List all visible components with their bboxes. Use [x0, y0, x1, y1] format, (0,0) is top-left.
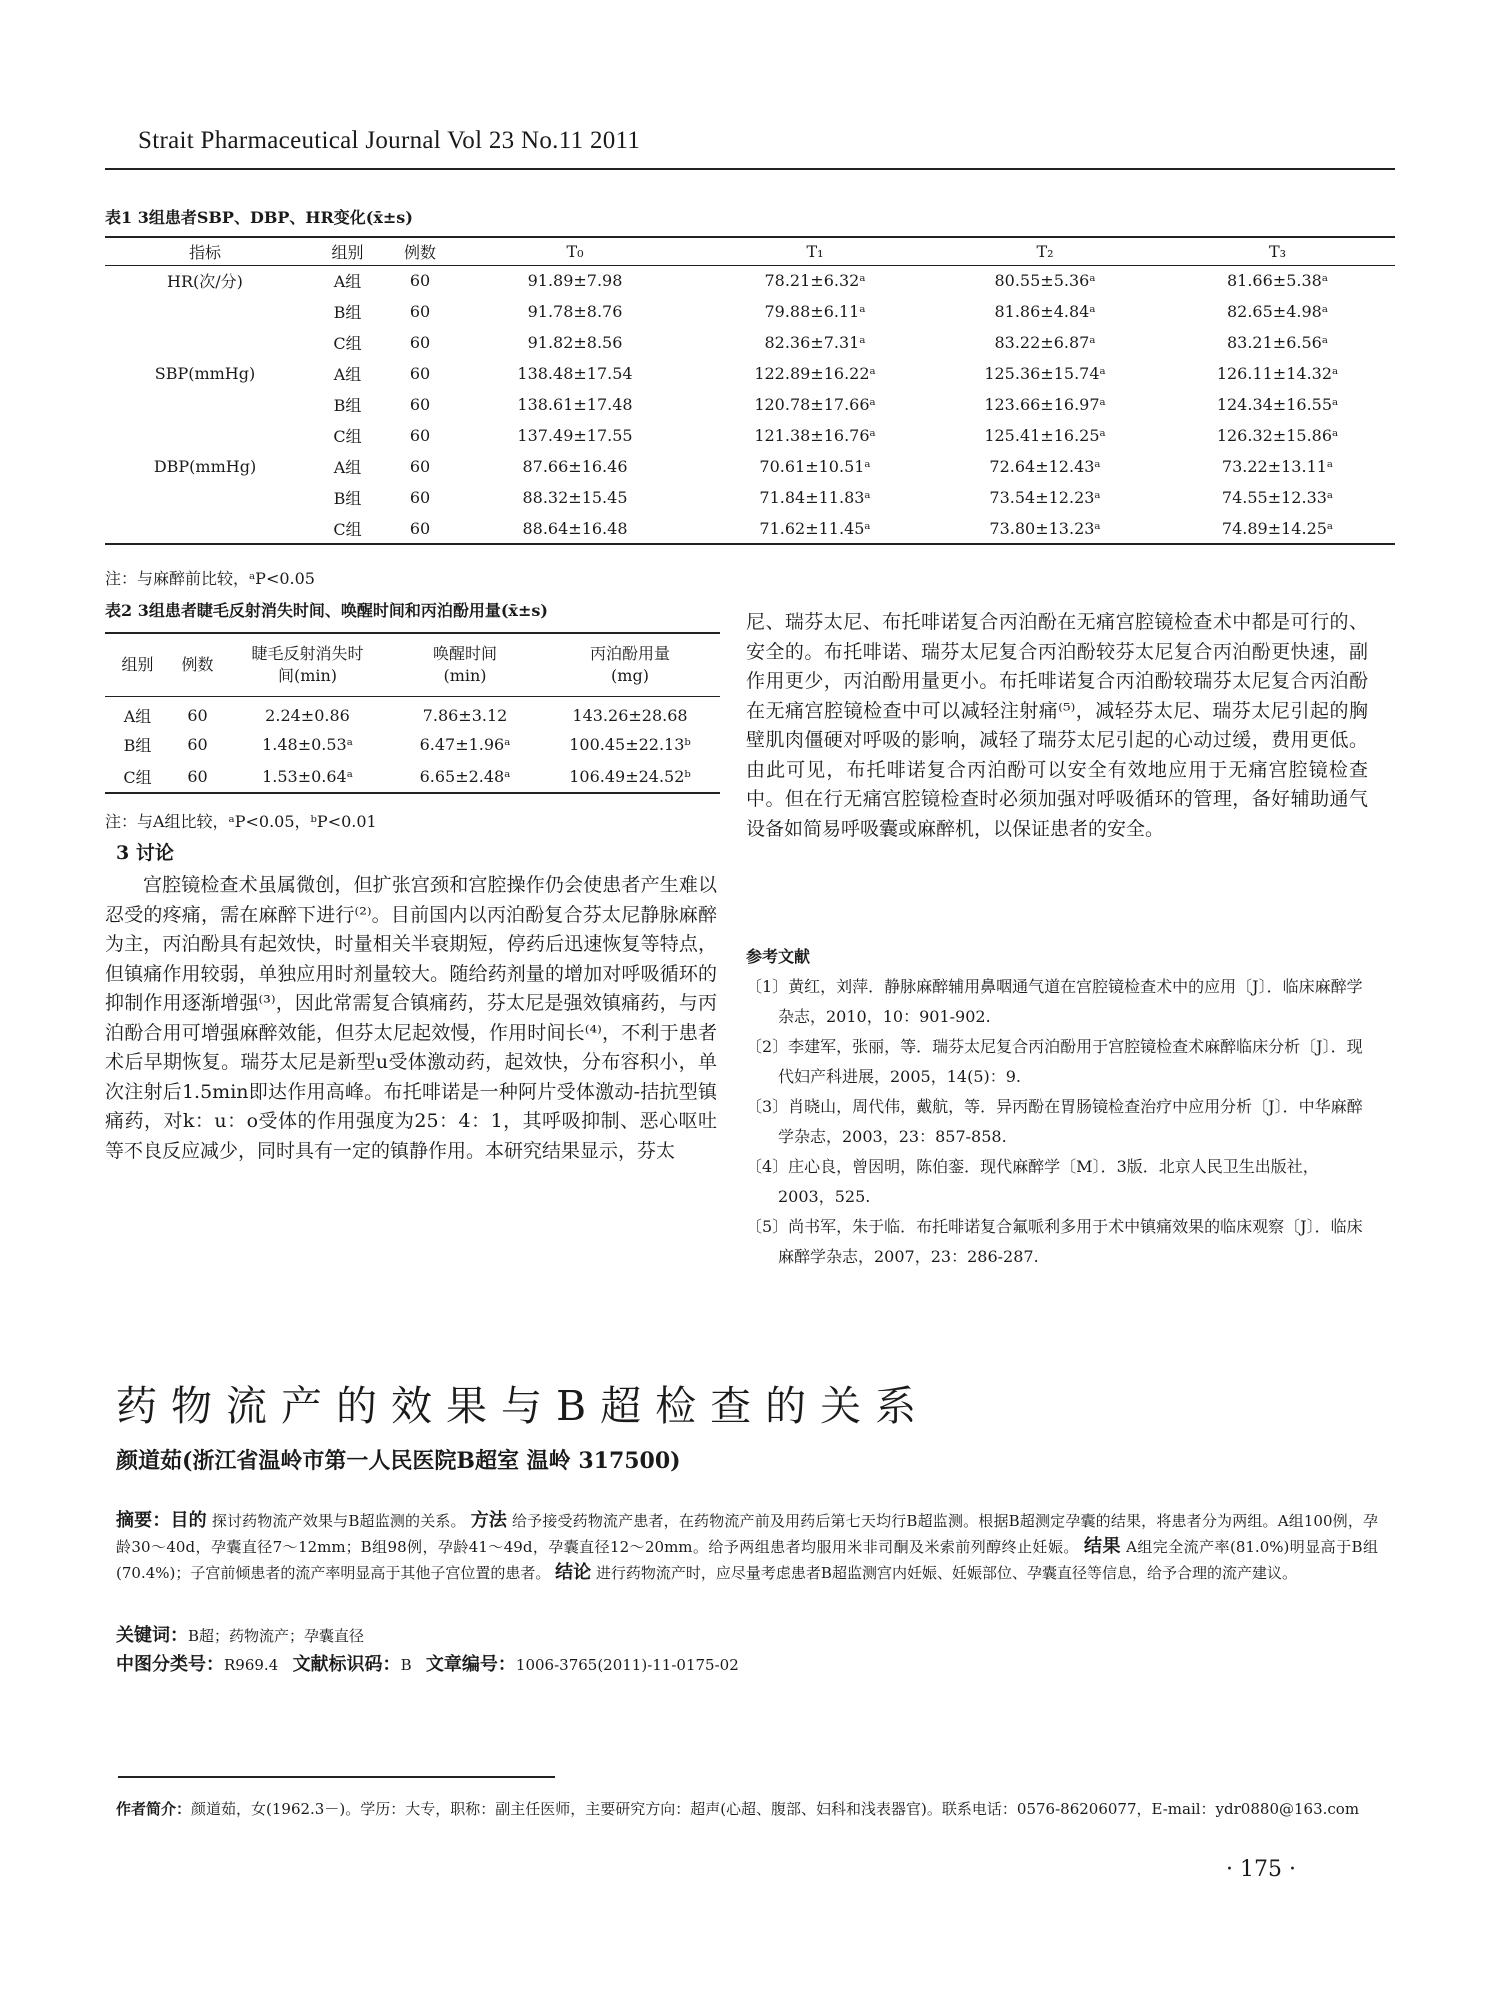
clc-label: 中图分类号：	[116, 1654, 224, 1675]
table2-cell: 6.65±2.48ᵃ	[390, 761, 540, 793]
table1-cell: 60	[409, 271, 431, 291]
table1-cell: 60	[409, 488, 431, 507]
table2-cell: 1.48±0.53ᵃ	[262, 735, 353, 754]
reference-item: 〔1〕黄红，刘萍．静脉麻醉辅用鼻咽通气道在宫腔镜检查术中的应用〔J〕．临床麻醉学杂志，2010，10：901-902.	[746, 977, 1363, 1026]
table1-cell: 87.66±16.46	[522, 457, 628, 476]
table1-cell: 124.34±16.55ᵃ	[1216, 395, 1339, 414]
table2-header-cell: 例数	[170, 633, 225, 697]
table1-cell: 88.32±15.45	[522, 488, 628, 507]
clc-value: R969.4	[224, 1656, 279, 1674]
section-heading: 3 讨论	[116, 842, 174, 864]
table2-cell: 2.24±0.86	[265, 706, 350, 726]
table2-caption: 表2 3组患者睫毛反射消失时间、唤醒时间和丙泊酚用量(x̄±s)	[105, 601, 548, 620]
table1-cell: 72.64±12.43ᵃ	[989, 457, 1101, 476]
table1-header-cell: T₃	[1160, 237, 1395, 265]
table2-cell: 1.53±0.64ᵃ	[225, 761, 390, 793]
table2	[105, 632, 720, 794]
table2-cell: A组	[123, 707, 152, 727]
table2-header-cell: 唤醒时间(min)	[390, 633, 540, 697]
table1-cell: 71.84±11.83ᵃ	[759, 488, 871, 507]
table1-row	[105, 265, 1395, 296]
table2-cell: 7.86±3.12	[422, 706, 508, 726]
table1-row	[105, 389, 1395, 420]
table2-cell: 106.49±24.52ᵇ	[540, 761, 720, 793]
reference-item: 〔5〕尚书军，朱于临．布托啡诺复合氟哌利多用于术中镇痛效果的临床观察〔J〕．临床麻醉学杂志，2007，23：286-287.	[746, 1217, 1363, 1266]
table1-cell: 82.36±7.31ᵃ	[764, 333, 866, 352]
table1-cell: 70.61±10.51ᵃ	[759, 457, 871, 476]
references-list	[746, 972, 1372, 1272]
table1-cell: 60	[409, 426, 431, 445]
table2-header-cell: 丙泊酚用量(mg)	[540, 633, 720, 697]
keywords-label: 关键词：	[116, 1625, 188, 1646]
table1-header-cell: 例数	[390, 237, 450, 265]
table1-cell: 78.21±6.32ᵃ	[764, 271, 866, 291]
conclusion-label: 结论	[555, 1562, 592, 1583]
method-text: 给予接受药物流产患者，在药物流产前及用药后第七天均行B超监测。根据B超测定孕囊的结果，将患者分为两组。A组100例，孕龄30～40d，孕囊直径7～12mm；B组98例，孕龄41～49d，孕囊直径12～20mm。给予两组患者均服用米非司酮及米索前列醇终止妊娠。	[116, 1512, 1379, 1556]
table1-cell: A组	[333, 272, 362, 292]
table1-cell: 60	[390, 513, 450, 544]
table1-cell: 121.38±16.76ᵃ	[754, 426, 876, 445]
table1-header-cell: 指标	[105, 237, 305, 265]
author-footnote	[116, 1795, 1378, 1823]
table1-cell: 91.82±8.56	[527, 333, 623, 352]
table1-cell: 60	[409, 395, 431, 414]
table1-cell: 120.78±17.66ᵃ	[754, 395, 876, 414]
table1-row	[105, 451, 1395, 482]
table1-cell: 73.80±13.23ᵃ	[930, 513, 1160, 544]
table2-cell: 6.47±1.96ᵃ	[419, 735, 511, 754]
table1-cell: 83.22±6.87ᵃ	[994, 333, 1096, 352]
abstract	[116, 1508, 1378, 1586]
result-text: A组完全流产率(81.0%)明显高于B组(70.4%)；子宫前倾患者的流产率明显高于其他子宫位置的患者。	[116, 1538, 1378, 1582]
classification-line	[116, 1650, 739, 1676]
table1-row	[105, 358, 1395, 389]
abstract-label: 摘要：	[116, 1510, 171, 1531]
table1-row	[105, 420, 1395, 451]
table1-cell: 60	[409, 333, 431, 352]
table1-cell: B组	[333, 303, 362, 322]
table1-cell: 82.65±4.98ᵃ	[1226, 302, 1328, 321]
table1-cell	[105, 389, 305, 420]
table1-cell: 125.36±15.74ᵃ	[984, 364, 1106, 383]
table1-cell: 60	[409, 302, 431, 321]
table2-note: 注：与A组比较，ᵃP<0.05，ᵇP<0.01	[105, 812, 377, 831]
page-number: · 175 ·	[1226, 1857, 1296, 1882]
article-number-label: 文章编号：	[425, 1654, 516, 1675]
table1-cell: C组	[305, 513, 390, 544]
table1-cell: 88.64±16.48	[450, 513, 700, 544]
doc-code-label: 文献标识码：	[292, 1654, 401, 1675]
table1-cell	[105, 482, 305, 513]
table1-note: 注：与麻醉前比较，ᵃP<0.05	[105, 569, 315, 588]
table1-cell	[105, 513, 305, 544]
table1-row	[105, 327, 1395, 358]
table1-cell: SBP(mmHg)	[154, 364, 256, 383]
table1-cell: 125.41±16.25ᵃ	[984, 426, 1106, 445]
method-label: 方法	[470, 1510, 508, 1531]
table1-cell	[105, 296, 305, 327]
table1-row	[105, 296, 1395, 327]
table1	[105, 236, 1395, 545]
table2-cell: 60	[187, 706, 208, 726]
table1-cell: B组	[333, 396, 362, 415]
table1-cell: 138.61±17.48	[517, 395, 633, 414]
table2-cell: C组	[105, 761, 170, 793]
table1-cell: 122.89±16.22ᵃ	[754, 364, 876, 383]
table1-cell: 60	[409, 364, 431, 383]
table1-cell: C组	[333, 334, 362, 353]
keywords	[116, 1621, 364, 1647]
table1-cell: 126.11±14.32ᵃ	[1216, 364, 1339, 383]
keywords-text: B超；药物流产；孕囊直径	[188, 1627, 365, 1645]
table2-row	[105, 729, 720, 761]
conclusion-text: 进行药物流产时，应尽量考虑患者B超监测宫内妊娠、妊娠部位、孕囊直径等信息，给予合理的流产建议。	[595, 1564, 1297, 1582]
reference-item: 〔4〕庄心良，曾因明，陈伯銮．现代麻醉学〔M〕．3版．北京人民卫生出版社，2003，525.	[746, 1157, 1319, 1206]
table1-cell: 138.48±17.54	[517, 364, 633, 383]
table1-header-cell: 组别	[305, 237, 390, 265]
table2-cell: 60	[170, 761, 225, 793]
table1-cell: 81.66±5.38ᵃ	[1226, 271, 1328, 291]
table2-cell: B组	[123, 736, 152, 755]
table1-cell: 74.89±14.25ᵃ	[1160, 513, 1395, 544]
table1-cell: 74.55±12.33ᵃ	[1221, 488, 1334, 507]
header-rule	[105, 168, 1395, 170]
objective-label: 目的	[170, 1510, 207, 1531]
table1-cell	[105, 420, 305, 451]
table1-cell: 83.21±6.56ᵃ	[1226, 333, 1328, 352]
table1-caption: 表1 3组患者SBP、DBP、HR变化(x̄±s)	[105, 208, 413, 227]
table1-cell: 71.62±11.45ᵃ	[700, 513, 930, 544]
table1-header-cell: T₀	[450, 237, 700, 265]
table2-cell: 143.26±28.68	[572, 706, 688, 726]
article-title: 药物流产的效果与B超检查的关系	[116, 1382, 931, 1430]
table1-cell: 81.86±4.84ᵃ	[994, 302, 1096, 321]
article-author: 颜道茹(浙江省温岭市第一人民医院B超室 温岭 317500)	[116, 1448, 681, 1474]
table1-row	[105, 482, 1395, 513]
table1-cell: DBP(mmHg)	[153, 457, 257, 476]
table1-cell: 91.89±7.98	[527, 271, 623, 291]
table2-header-cell: 组别	[105, 633, 170, 697]
footnote-text: 颜道茹，女(1962.3－)。学历：大专，职称：副主任医师，主要研究方向：超声(心超、腹部、妇科和浅表器官)。联系电话：0576-86206077，E-mail：ydr0880@163.com	[191, 1800, 1360, 1818]
journal-header: Strait Pharmaceutical Journal Vol 23 No.11 2011	[138, 127, 641, 154]
table1-cell: 123.66±16.97ᵃ	[984, 395, 1106, 414]
table2-row	[105, 761, 720, 793]
table1-cell: 91.78±8.76	[527, 302, 623, 321]
table1-cell: HR(次/分)	[167, 272, 243, 292]
table1-cell: A组	[333, 365, 362, 384]
table1-cell: 79.88±6.11ᵃ	[764, 302, 866, 321]
footnote-label: 作者简介：	[116, 1800, 192, 1818]
doc-code-value: B	[400, 1656, 412, 1674]
reference-item: 〔3〕肖晓山，周代伟，戴航，等．异丙酚在胃肠镜检查治疗中应用分析〔J〕．中华麻醉学杂志，2003，23：857-858.	[746, 1097, 1363, 1146]
table1-header-cell: T₁	[700, 237, 930, 265]
footnote-rule	[118, 1776, 555, 1778]
table2-cell: 60	[187, 735, 208, 754]
discussion-paragraph-1: 宫腔镜检查术虽属微创，但扩张宫颈和宫腔操作仍会使患者产生难以忍受的疼痛，需在麻醉下进行⁽²⁾。目前国内以丙泊酚复合芬太尼静脉麻醉为主，丙泊酚具有起效快，时量相关半衰期短，停药后迅速恢复等特点，但镇痛作用较弱，单独应用时剂量较大。随给药剂量的增加对呼吸循环的抑制作用逐渐增强⁽³⁾，因此常需复合镇痛药，芬太尼是强效镇痛药，与丙泊酚合用可增强麻醉效能，但芬太尼起效慢，作用时间长⁽⁴⁾，不利于患者术后早期恢复。瑞芬太尼是新型u受体激动药，起效快，分布容积小，单次注射后1.5min即达作用高峰。布托啡诺是一种阿片受体激动-拮抗型镇痛药，对k：u：o受体的作用强度为25：4：1，其呼吸抑制、恶心呕吐等不良反应减少，同时具有一定的镇静作用。本研究结果显示，芬太	[105, 874, 717, 1162]
table1-cell	[105, 327, 305, 358]
table1-cell: 137.49±17.55	[517, 426, 633, 445]
table1-cell: B组	[333, 489, 362, 508]
table2-row	[105, 697, 720, 729]
table1-row	[105, 513, 1395, 544]
table1-cell: C组	[333, 427, 362, 446]
table1-header-row	[105, 237, 1395, 265]
article-number-value: 1006-3765(2011)-11-0175-02	[515, 1656, 739, 1674]
result-label: 结果	[1084, 1536, 1121, 1557]
table1-cell: A组	[333, 458, 362, 477]
table2-header-cell: 睫毛反射消失时间(min)	[225, 633, 390, 697]
objective-text: 探讨药物流产效果与B超监测的关系。	[211, 1512, 466, 1530]
table1-cell: 126.32±15.86ᵃ	[1216, 426, 1339, 445]
table1-header-cell: T₂	[930, 237, 1160, 265]
table1-cell: 73.54±12.23ᵃ	[989, 488, 1101, 507]
table2-cell: 100.45±22.13ᵇ	[569, 735, 691, 754]
table1-cell: 80.55±5.36ᵃ	[994, 271, 1096, 291]
reference-item: 〔2〕李建军，张丽，等．瑞芬太尼复合丙泊酚用于宫腔镜检查术麻醉临床分析〔J〕．现代妇产科进展，2005，14(5)：9.	[746, 1037, 1363, 1086]
table2-header-row	[105, 633, 720, 697]
table1-cell: 60	[409, 457, 431, 476]
discussion-paragraph-2: 尼、瑞芬太尼、布托啡诺复合丙泊酚在无痛宫腔镜检查术中都是可行的、安全的。布托啡诺、瑞芬太尼复合丙泊酚较芬太尼复合丙泊酚更快速，副作用更少，丙泊酚用量更小。布托啡诺复合丙泊酚较瑞芬太尼复合丙泊酚在无痛宫腔镜检查中可以减轻注射痛⁽⁵⁾，减轻芬太尼、瑞芬太尼引起的胸壁肌肉僵硬对呼吸的影响，减轻了瑞芬太尼引起的心动过缓，费用更低。由此可见，布托啡诺复合丙泊酚可以安全有效地应用于无痛宫腔镜检查中。但在行无痛宫腔镜检查时必须加强对呼吸循环的管理，备好辅助通气设备如简易呼吸囊或麻醉机，以保证患者的安全。	[746, 611, 1368, 840]
table1-cell: 73.22±13.11ᵃ	[1221, 457, 1334, 476]
references-title: 参考文献	[746, 947, 811, 966]
